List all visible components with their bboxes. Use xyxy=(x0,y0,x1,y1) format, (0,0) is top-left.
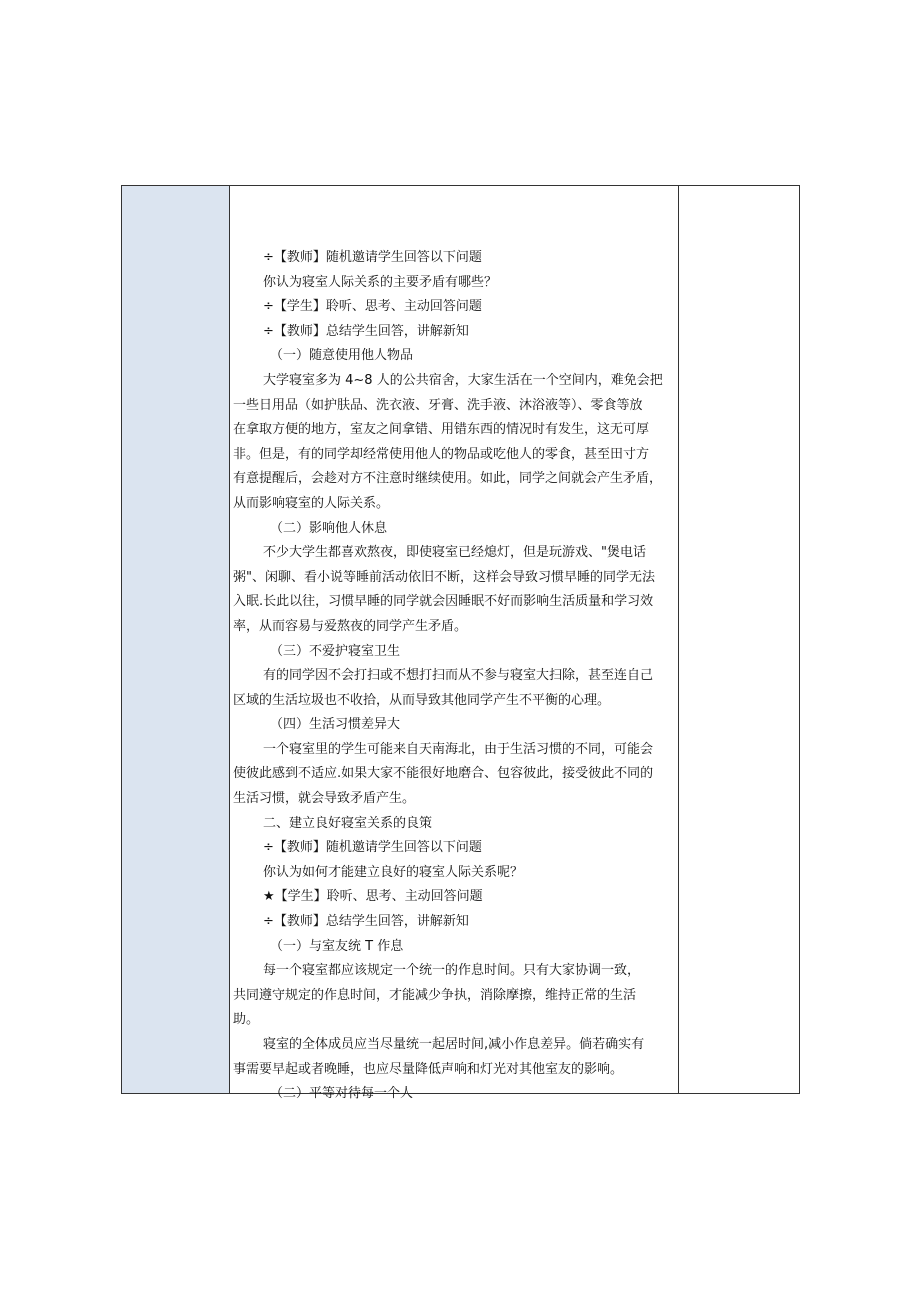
text-line: 生活习惯，就会导致矛盾产生。 xyxy=(233,791,416,807)
text-line: 粥"、闲聊、看小说等睡前活动依旧不断，这样会导致习惯早睡的同学无法 xyxy=(233,569,655,585)
text-line: （三）不爱护寝室卫生 xyxy=(270,643,401,659)
text-line: 你认为如何才能建立良好的寝室人际关系呢？ xyxy=(263,864,524,880)
text-line: ÷【教师】总结学生回答，讲解新知 xyxy=(263,323,469,339)
right-column-cell xyxy=(678,186,799,1093)
text-line: 你认为寝室人际关系的主要矛盾有哪些？ xyxy=(263,274,498,290)
text-line: 非。但是，有的同学却经常使用他人的物品或吃他人的零食，甚至田寸方 xyxy=(233,446,650,462)
text-line: （二）影响他人休息 xyxy=(270,520,388,536)
text-line: 寝室的全体成员应当尽量统一起居时间,减小作息差异。倘若确实有 xyxy=(263,1037,645,1052)
text-line: 有意提醒后，会趁对方不注意时继续使用。如此，同学之间就会产生矛盾， xyxy=(233,471,663,487)
text-line: 在拿取方便的地方，室友之间拿错、用错东西的情况时有发生，这无可厚 xyxy=(233,422,650,438)
text-line: ÷【教师】总结学生回答，讲解新知 xyxy=(263,914,469,930)
text-line: ÷【教师】随机邀请学生回答以下问题 xyxy=(263,250,482,265)
text-line: 一些日用品（如护肤品、洗衣液、牙膏、洗手液、沐浴液等）、零食等放 xyxy=(233,397,643,413)
text-line: 每一个寝室都应该规定一个统一的作息时间。只有大家协调一致， xyxy=(263,963,641,979)
text-line: 有的同学因不会打扫或不想打扫而从不参与寝室大扫除，甚至连自己 xyxy=(263,668,654,684)
text-line: 大学寝室多为 4~8 人的公共宿舍，大家生活在一个空间内，难免会把 xyxy=(263,372,663,388)
text-line: 一个寝室里的学生可能来自天南海北，由于生活习惯的不同，可能会 xyxy=(263,741,654,757)
lesson-table xyxy=(121,185,800,1102)
text-line: ÷【学生】聆听、思考、主动回答问题 xyxy=(263,299,482,315)
text-line: 入眠.长此以往，习惯早睡的同学就会因睡眠不好而影响生活质量和学习效 xyxy=(233,594,654,610)
text-line: 使彼此感到不适应.如果大家不能很好地磨合、包容彼此，接受彼此不同的 xyxy=(233,766,654,782)
text-line: 共同遵守规定的作息时间，才能减少争执，消除摩擦，维持正常的生活 xyxy=(233,987,637,1003)
text-line: （一）随意使用他人物品 xyxy=(270,348,414,364)
lesson-text xyxy=(230,246,680,1107)
text-line: ★【学生】聆听、思考、主动回答问题 xyxy=(263,889,483,905)
left-column-cell xyxy=(122,186,230,1093)
text-line: 二、建立良好寝室关系的良策 xyxy=(263,815,433,831)
text-line: （一）与室友统 T 作息 xyxy=(270,938,404,954)
text-line: 率，从而容易与爱熬夜的同学产生矛盾。 xyxy=(233,618,468,634)
text-line: 助。 xyxy=(233,1012,260,1028)
text-line: （四）生活习惯差异大 xyxy=(270,717,401,733)
text-line: ÷【教师】随机邀请学生回答以下问题 xyxy=(263,840,482,856)
text-line: 从而影响寝室的人际关系。 xyxy=(233,495,390,511)
text-line: （二）平等对待每一个人 xyxy=(270,1086,414,1102)
main-content-cell xyxy=(230,186,680,1102)
text-line: 不少大学生都喜欢熬夜，即使寝室已经熄灯，但是玩游戏、"煲电话 xyxy=(263,545,646,561)
text-line: 区域的生活垃圾也不收拾，从而导致其他同学产生不平衡的心理。 xyxy=(233,692,611,708)
text-line: 事需要早起或者晚睡，也应尽量降低声响和灯光对其他室友的影响。 xyxy=(233,1061,624,1077)
